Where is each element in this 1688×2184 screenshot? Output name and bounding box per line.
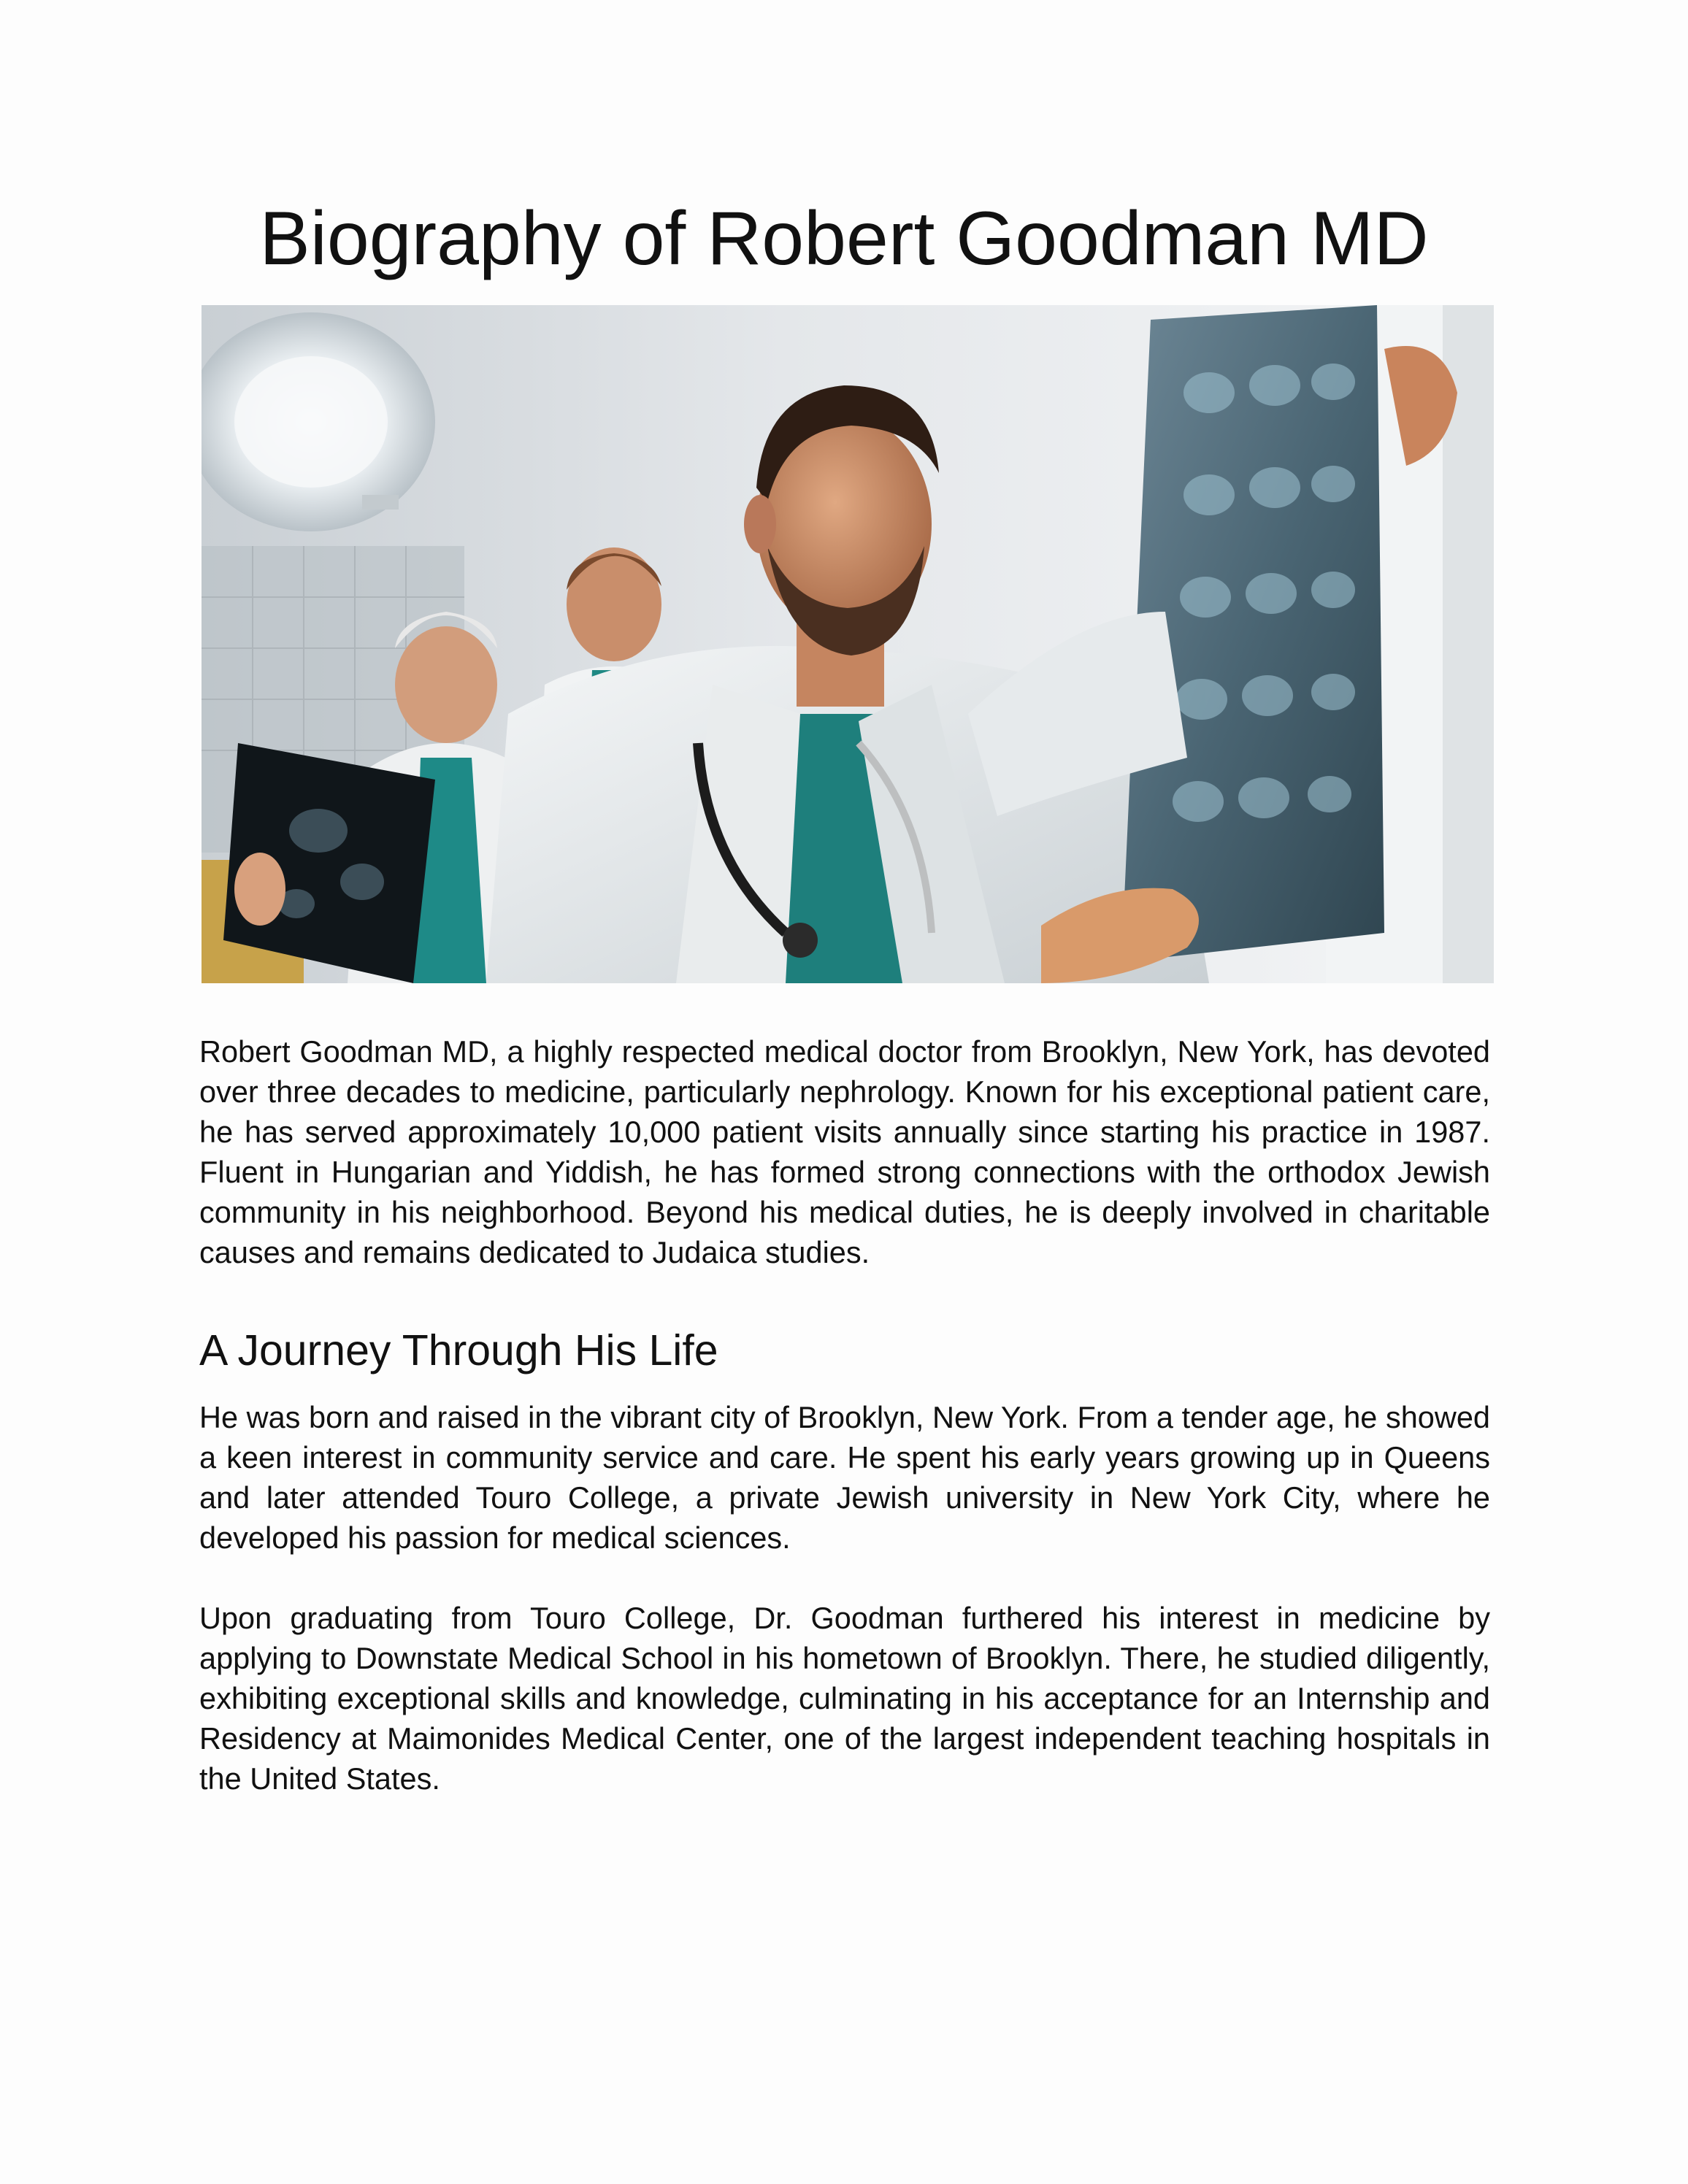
section-heading: A Journey Through His Life [199,1326,718,1374]
hero-photo-doctor-examining-xray [202,305,1494,983]
intro-paragraph: Robert Goodman MD, a highly respected medical doctor from Brooklyn, New York, has devoted over three decades to medicine, particularly nephrology. Known for his exceptional patient care, he has served approximately 10,000 patient visits annually since starting his practice in 1987. Fluent in Hungarian and Yiddish, he has formed strong connections with the orthodox Jewish community in his neighborhood. Beyond his medical duties, he is deeply involved in charitable causes and remains dedicated to Judaica studies. [199,1034,1490,1269]
body-paragraph-early-life: He was born and raised in the vibrant city of Brooklyn, New York. From a tender age, he showed a keen interest in community service and care. He spent his early years growing up in Queens and later attended Touro College, a private Jewish university in New York City, where he developed his passion for medical sciences. [199,1400,1490,1555]
page-title: Biography of Robert Goodman MD [259,196,1429,281]
body-paragraph-education: Upon graduating from Touro College, Dr. Goodman furthered his interest in medicine by applying to Downstate Medical School in his hometown of Brooklyn. There, he studied diligently, exhibiting exceptional skills and knowledge, culminating in his acceptance for an Internship and Residency at Maimonides Medical Center, one of the largest independent teaching hospitals in the United States. [199,1601,1490,1796]
